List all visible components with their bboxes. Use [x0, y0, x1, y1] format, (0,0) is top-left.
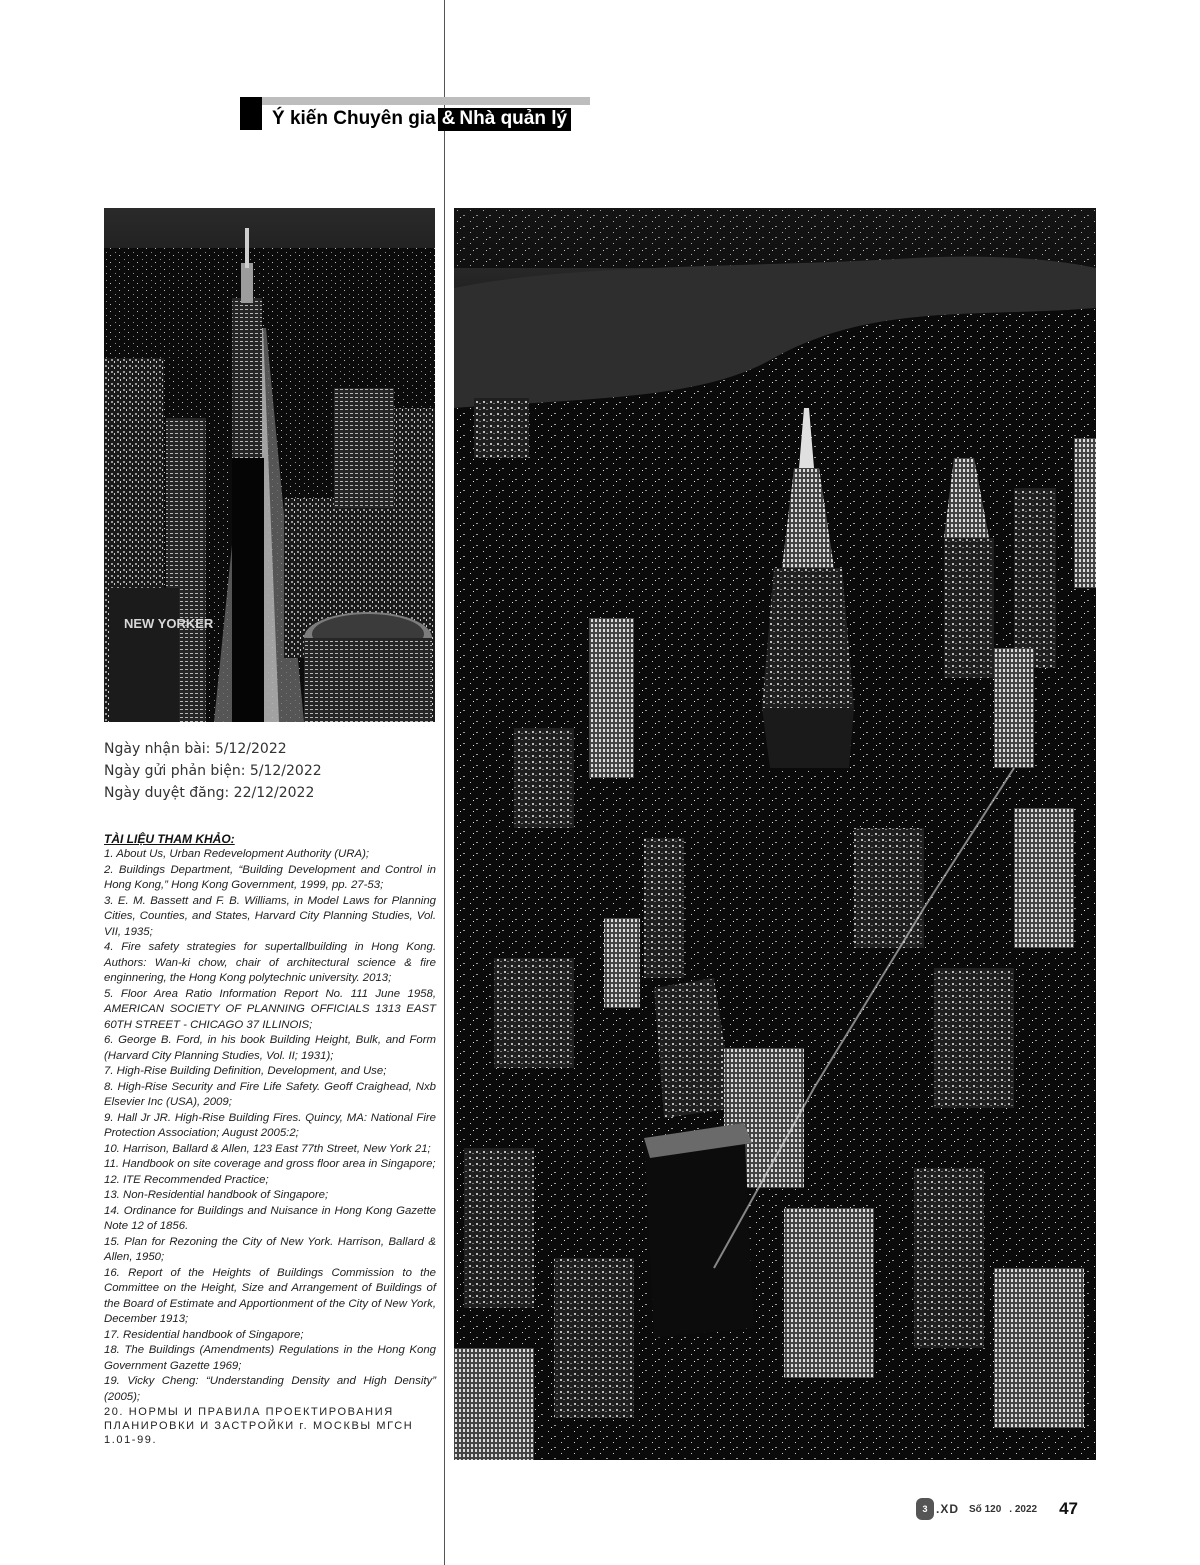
reference-item: 4. Fire safety strategies for supertallbuilding in Hong Kong. Authors: Wan-ki chow, chair of architectural science & fire enginnering, the Hong Kong polytechnic university. 2013;: [104, 941, 436, 984]
reference-item: 10. Harrison, Ballard & Allen, 123 East 77th Street, New York 21;: [104, 1142, 431, 1155]
magazine-logo-text: .XD: [936, 1502, 960, 1516]
reference-item: 8. High-Rise Security and Fire Life Safety. Geoff Craighead, Nxb Elsevier Inc (USA), 2009;: [104, 1080, 436, 1108]
photo-manhattan-aerial-graphic: [454, 208, 1096, 1460]
issue-year: . 2022: [1009, 1503, 1038, 1515]
page-footer: [916, 1498, 1078, 1520]
reference-item: 9. Hall Jr JR. High-Rise Building Fires. Quincy, MA: National Fire Protection Association; August 2005:2;: [104, 1111, 436, 1139]
section-title-part2: Nhà quản lý: [459, 108, 571, 131]
header-rule: [240, 97, 590, 105]
photo-manhattan-avenue: [104, 208, 435, 722]
reference-item: 14. Ordinance for Buildings and Nuisance in Hong Kong Gazette Note 12 of 1856.: [104, 1204, 436, 1232]
reference-item: 19. Vicky Cheng: “Understanding Density and High Density” (2005);: [104, 1375, 436, 1403]
new-yorker-sign: NEW YORKER: [124, 616, 214, 631]
reference-item: 18. The Buildings (Amendments) Regulations in the Hong Kong Government Gazette 1969;: [104, 1344, 436, 1372]
reference-item: 6. George B. Ford, in his book Building Height, Bulk, and Form (Harvard City Planning Studies, Vol. II; 1931);: [104, 1034, 436, 1062]
references-heading: TÀI LIỆU THAM KHẢO:: [104, 832, 235, 846]
reference-item: 11. Handbook on site coverage and gross floor area in Singapore;: [104, 1158, 436, 1170]
reference-item: 13. Non-Residential handbook of Singapore;: [104, 1189, 329, 1201]
header-marker: [240, 97, 262, 130]
reference-item: 15. Plan for Rezoning the City of New York. Harrison, Ballard & Allen, 1950;: [104, 1235, 436, 1263]
article-dates: [104, 738, 434, 804]
date-reviewed: Ngày gửi phản biện: 5/12/2022: [104, 763, 322, 779]
page-number: 47: [1059, 1499, 1078, 1518]
section-title: [272, 108, 571, 130]
date-received: Ngày nhận bài: 5/12/2022: [104, 741, 287, 757]
reference-item: 5. Floor Area Ratio Information Report No. 111 June 1958, AMERICAN SOCIETY OF PLANNING OFFICIALS 1313 EAST 60TH STREET - CHICAGO 37 ILLINOIS;: [104, 987, 436, 1031]
section-title-part1: Ý kiến Chuyên gia: [272, 108, 436, 129]
photo-manhattan-avenue-graphic: [104, 208, 435, 722]
section-title-amp: &: [438, 108, 460, 131]
references-list: [104, 847, 436, 1447]
column-divider: [444, 0, 445, 1565]
date-approved: Ngày duyệt đăng: 22/12/2022: [104, 785, 315, 801]
reference-item: 7. High-Rise Building Definition, Development, and Use;: [104, 1065, 387, 1077]
photo-manhattan-aerial: [454, 208, 1096, 1460]
reference-item: 12. ITE Recommended Practice;: [104, 1173, 269, 1186]
issue-number: Số 120: [969, 1503, 1002, 1515]
reference-item: 16. Report of the Heights of Buildings Commission to the Committee on the Height, Size and Arrangement of Buildings of the Board of Estimate and Apportionment of the City of New York, December 1913;: [104, 1266, 436, 1325]
references: [104, 832, 436, 1447]
reference-item: 1. About Us, Urban Redevelopment Authority (URA);: [104, 848, 370, 860]
magazine-logo-mark: 3: [916, 1498, 934, 1520]
reference-item: 3. E. M. Bassett and F. B. Williams, in Model Laws for Planning Cities, Counties, and States, Harvard City Planning Studies, Vol. VII, 1935;: [104, 894, 436, 938]
reference-item: 2. Buildings Department, “Building Development and Control in Hong Kong,” Hong Kong Government, 1999, pp. 27-53;: [104, 863, 436, 891]
reference-item: 17. Residential handbook of Singapore;: [104, 1328, 304, 1341]
reference-item-russian: 20. НОРМЫ И ПРАВИЛА ПРОЕКТИРОВАНИЯ ПЛАНИРОВКИ И ЗАСТРОЙКИ г. МОСКВЫ МГСН 1.01-99.: [104, 1406, 414, 1446]
